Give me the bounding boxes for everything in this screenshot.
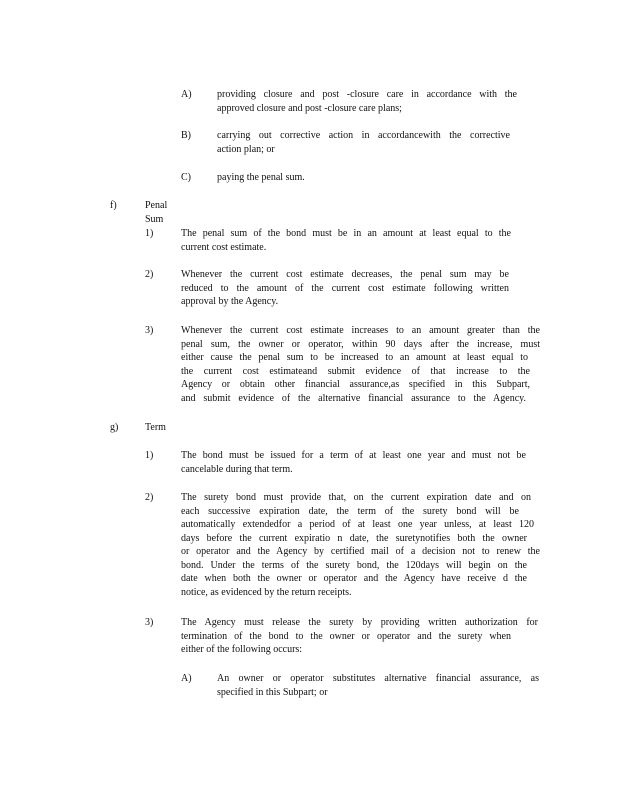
- section-label: g): [110, 422, 119, 433]
- text-line: The Agency must release the surety by providing written authorization for: [181, 617, 538, 628]
- text-line: Whenever the current cost estimate increases to an amount greater than the: [181, 325, 540, 336]
- text-line: An owner or operator substitutes alternative financial assurance, as: [217, 673, 539, 684]
- item-label: 3): [145, 617, 154, 628]
- text-line: action plan; or: [217, 143, 275, 155]
- text-line: specified in this Subpart; or: [217, 686, 328, 698]
- text-line: penal sum, the owner or operator, within 90 days after the increase, must: [181, 338, 540, 350]
- text-line: either cause the penal sum to be increased to an amount at least equal to: [181, 352, 528, 363]
- item-text: [181, 449, 526, 476]
- text-line: date when both the owner or operator and the Agency have receive d the: [181, 573, 527, 584]
- item-label: 1): [145, 450, 154, 461]
- item-text: [217, 129, 510, 156]
- text-line: each successive expiration date, the term of the surety bond will be: [181, 505, 519, 517]
- text-line: or operator and the Agency by certified mail of a decision not to renew the: [181, 546, 540, 557]
- text-line: current cost estimate.: [181, 241, 267, 253]
- item-label: A): [181, 89, 192, 100]
- text-line: either of the following occurs:: [181, 644, 303, 655]
- text-line: The bond must be issued for a term of at least one year and must not be: [181, 450, 526, 461]
- item-text: [181, 616, 538, 657]
- item-text: [181, 227, 511, 254]
- item-label: A): [181, 673, 192, 684]
- text-line: providing closure and post -closure care in accordance with the: [217, 89, 517, 100]
- item-label: C): [181, 172, 191, 183]
- text-line: Agency or obtain other financial assurance,as specified in this Subpart,: [181, 379, 530, 390]
- text-line: carrying out corrective action in accordancewith the corrective: [217, 130, 510, 141]
- item-text: [217, 171, 517, 185]
- text-line: reduced to the amount of the current cost estimate following written: [181, 282, 509, 294]
- item-text: [181, 268, 509, 309]
- text-line: approved closure and post -closure care plans;: [217, 102, 402, 114]
- item-text: [217, 88, 517, 115]
- item-label: 3): [145, 325, 154, 336]
- section-title: Penal Sum: [145, 200, 168, 225]
- item-text: [181, 491, 540, 599]
- text-line: days before the current expiratio n date, the suretynotifies both the owner: [181, 532, 527, 544]
- item-label: 2): [145, 492, 154, 503]
- text-line: automatically extendedfor a period of at least one year unless, at least 120: [181, 519, 534, 530]
- item-label: 2): [145, 269, 154, 280]
- text-line: paying the penal sum.: [217, 172, 305, 183]
- text-line: and submit evidence of the alternative financial assurance to the Agency.: [181, 392, 526, 404]
- item-label: 1): [145, 228, 154, 239]
- text-line: the current cost estimateand submit evidence of that increase to the: [181, 365, 530, 377]
- section-label: f): [110, 200, 117, 211]
- text-line: approval by the Agency.: [181, 296, 279, 307]
- item-text: [181, 324, 540, 405]
- text-line: bond. Under the terms of the surety bond, the 120days will begin on the: [181, 559, 527, 571]
- text-line: The surety bond must provide that, on the current expiration date and on: [181, 492, 531, 503]
- text-line: cancelable during that term.: [181, 463, 293, 475]
- text-line: Whenever the current cost estimate decreases, the penal sum may be: [181, 269, 509, 280]
- item-text: [217, 672, 539, 699]
- item-label: B): [181, 130, 191, 141]
- section-title: Term: [145, 422, 166, 433]
- text-line: termination of the bond to the owner or operator and the surety when: [181, 630, 511, 642]
- text-line: The penal sum of the bond must be in an amount at least equal to the: [181, 228, 511, 239]
- text-line: notice, as evidenced by the return receipts.: [181, 586, 352, 598]
